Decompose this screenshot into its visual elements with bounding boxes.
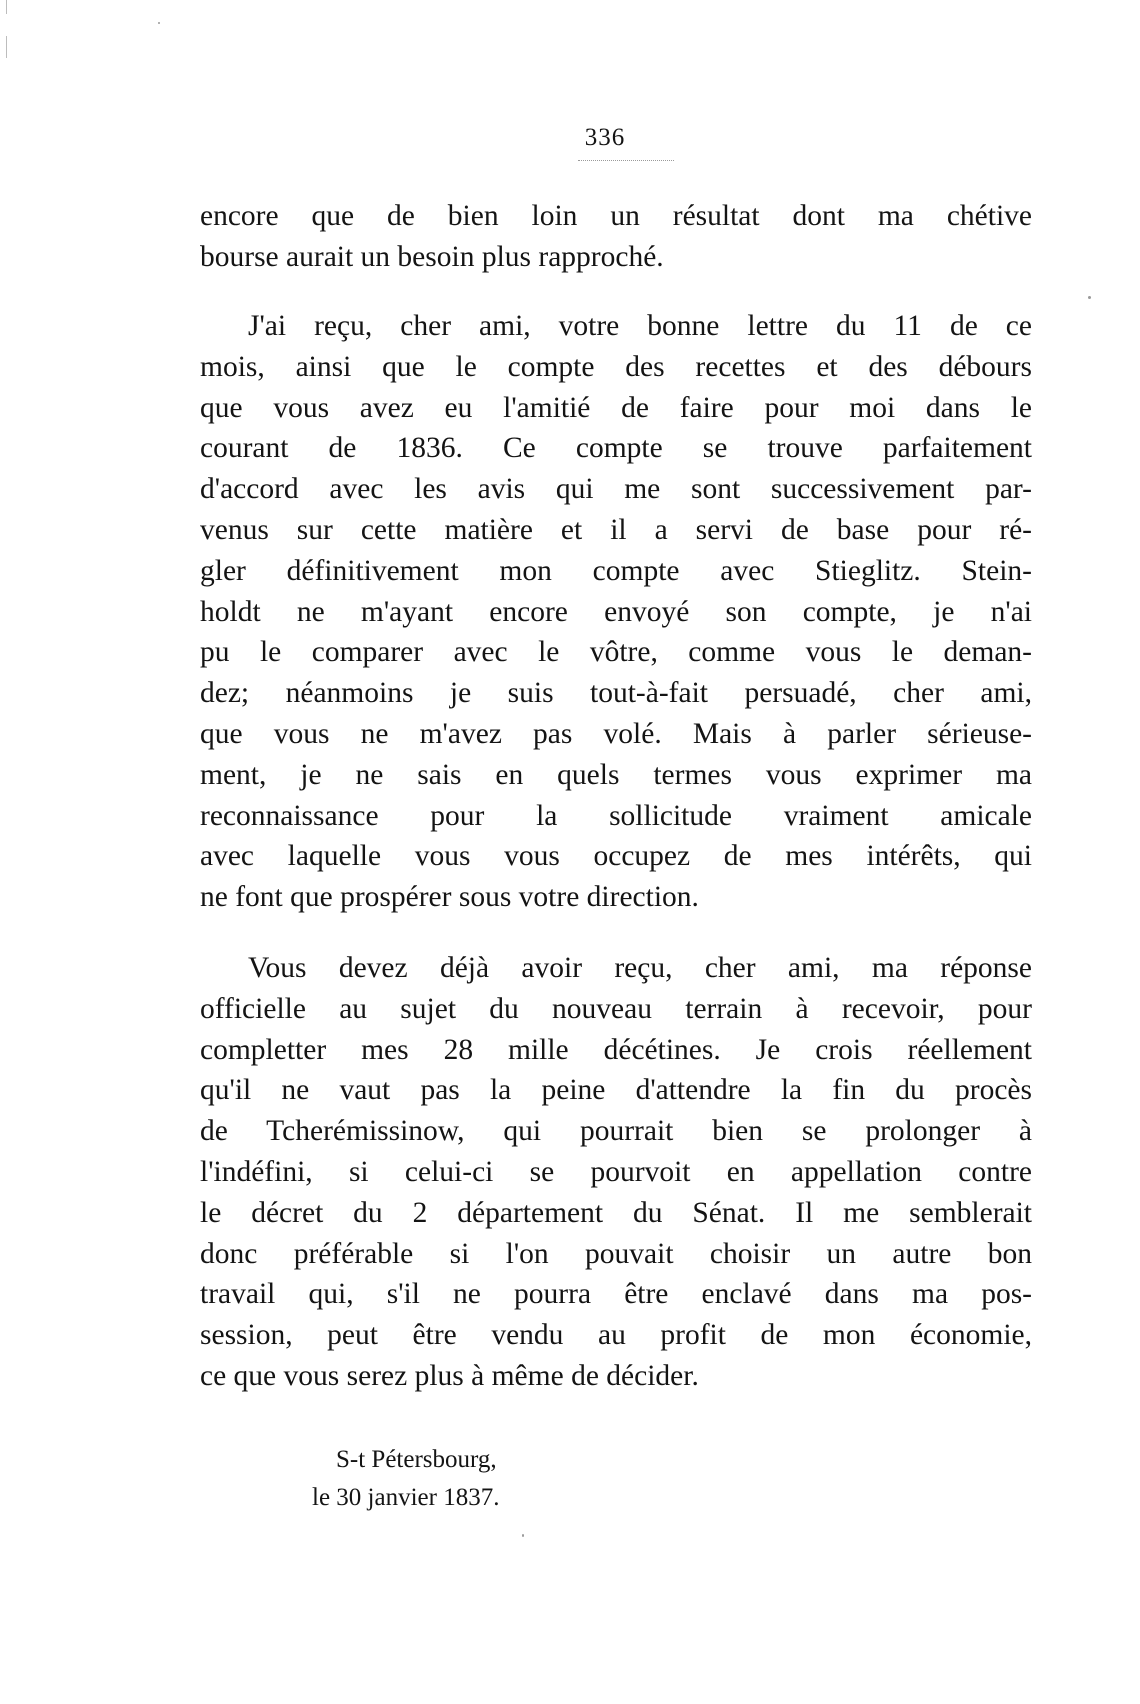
text-line: donc préférable si l'on pouvait choisir un autre bon	[200, 1237, 1032, 1270]
closing-date: le 30 janvier 1837.	[312, 1484, 500, 1511]
paragraph-terrain	[200, 948, 1032, 1397]
text-line: de Tcherémissinow, qui pourrait bien se prolonger à	[200, 1115, 1032, 1148]
text-line: venus sur cette matière et il a servi de base pour ré-	[200, 513, 1032, 546]
text-line: encore que de bien loin un résultat dont ma chétive	[200, 200, 1032, 232]
page-number: 336	[584, 124, 626, 151]
closing-place: S-t Pétersbourg,	[336, 1446, 497, 1473]
scan-speck	[158, 22, 160, 24]
text-line: que vous avez eu l'amitié de faire pour moi dans le	[200, 391, 1032, 424]
paragraph-letter-receipt	[200, 306, 1032, 918]
text-line: avec laquelle vous vous occupez de mes intérêts, qui	[200, 840, 1032, 873]
text-line: reconnaissance pour la sollicitude vraiment amicale	[200, 799, 1032, 832]
text-line: holdt ne m'ayant encore envoyé son compte, je n'ai	[200, 595, 1032, 628]
text-line: l'indéfini, si celui-ci se pourvoit en appellation contre	[200, 1155, 1032, 1188]
text-line: bourse aurait un besoin plus rapproché.	[200, 240, 664, 273]
text-line: session, peut être vendu au profit de mon économie,	[200, 1319, 1032, 1352]
text-line: qu'il ne vaut pas la peine d'attendre la fin du procès	[200, 1074, 1032, 1107]
text-line: completter mes 28 mille décétines. Je crois réellement	[200, 1033, 1032, 1066]
paragraph-continuation	[200, 196, 1032, 278]
scan-margin-mark	[6, 0, 7, 14]
text-line: officielle au sujet du nouveau terrain à recevoir, pour	[200, 992, 1032, 1025]
scan-margin-mark	[6, 36, 7, 58]
text-line: mois, ainsi que le compte des recettes et des débours	[200, 350, 1032, 383]
text-line: dez; néanmoins je suis tout-à-fait persuadé, cher ami,	[200, 677, 1032, 710]
text-line: ce que vous serez plus à même de décider.	[200, 1359, 699, 1392]
scan-speck	[1088, 296, 1091, 299]
text-line: travail qui, s'il ne pourra être enclavé dans ma pos-	[200, 1278, 1032, 1311]
text-line: gler définitivement mon compte avec Stieglitz. Stein-	[200, 554, 1032, 587]
text-line: le décret du 2 département du Sénat. Il me semblerait	[200, 1196, 1032, 1229]
text-line: ment, je ne sais en quels termes vous exprimer ma	[200, 758, 1032, 791]
text-line: Vous devez déjà avoir reçu, cher ami, ma réponse	[248, 952, 1032, 984]
scan-speck	[522, 1534, 524, 1537]
text-line: courant de 1836. Ce compte se trouve parfaitement	[200, 432, 1032, 465]
text-line: J'ai reçu, cher ami, votre bonne lettre du 11 de ce	[248, 310, 1032, 342]
page-number-ornament	[578, 160, 674, 162]
text-line: que vous ne m'avez pas volé. Mais à parler sérieuse-	[200, 717, 1032, 750]
text-line: pu le comparer avec le vôtre, comme vous le deman-	[200, 636, 1032, 669]
text-line: d'accord avec les avis qui me sont successivement par-	[200, 473, 1032, 506]
text-line: ne font que prospérer sous votre direction.	[200, 881, 699, 914]
